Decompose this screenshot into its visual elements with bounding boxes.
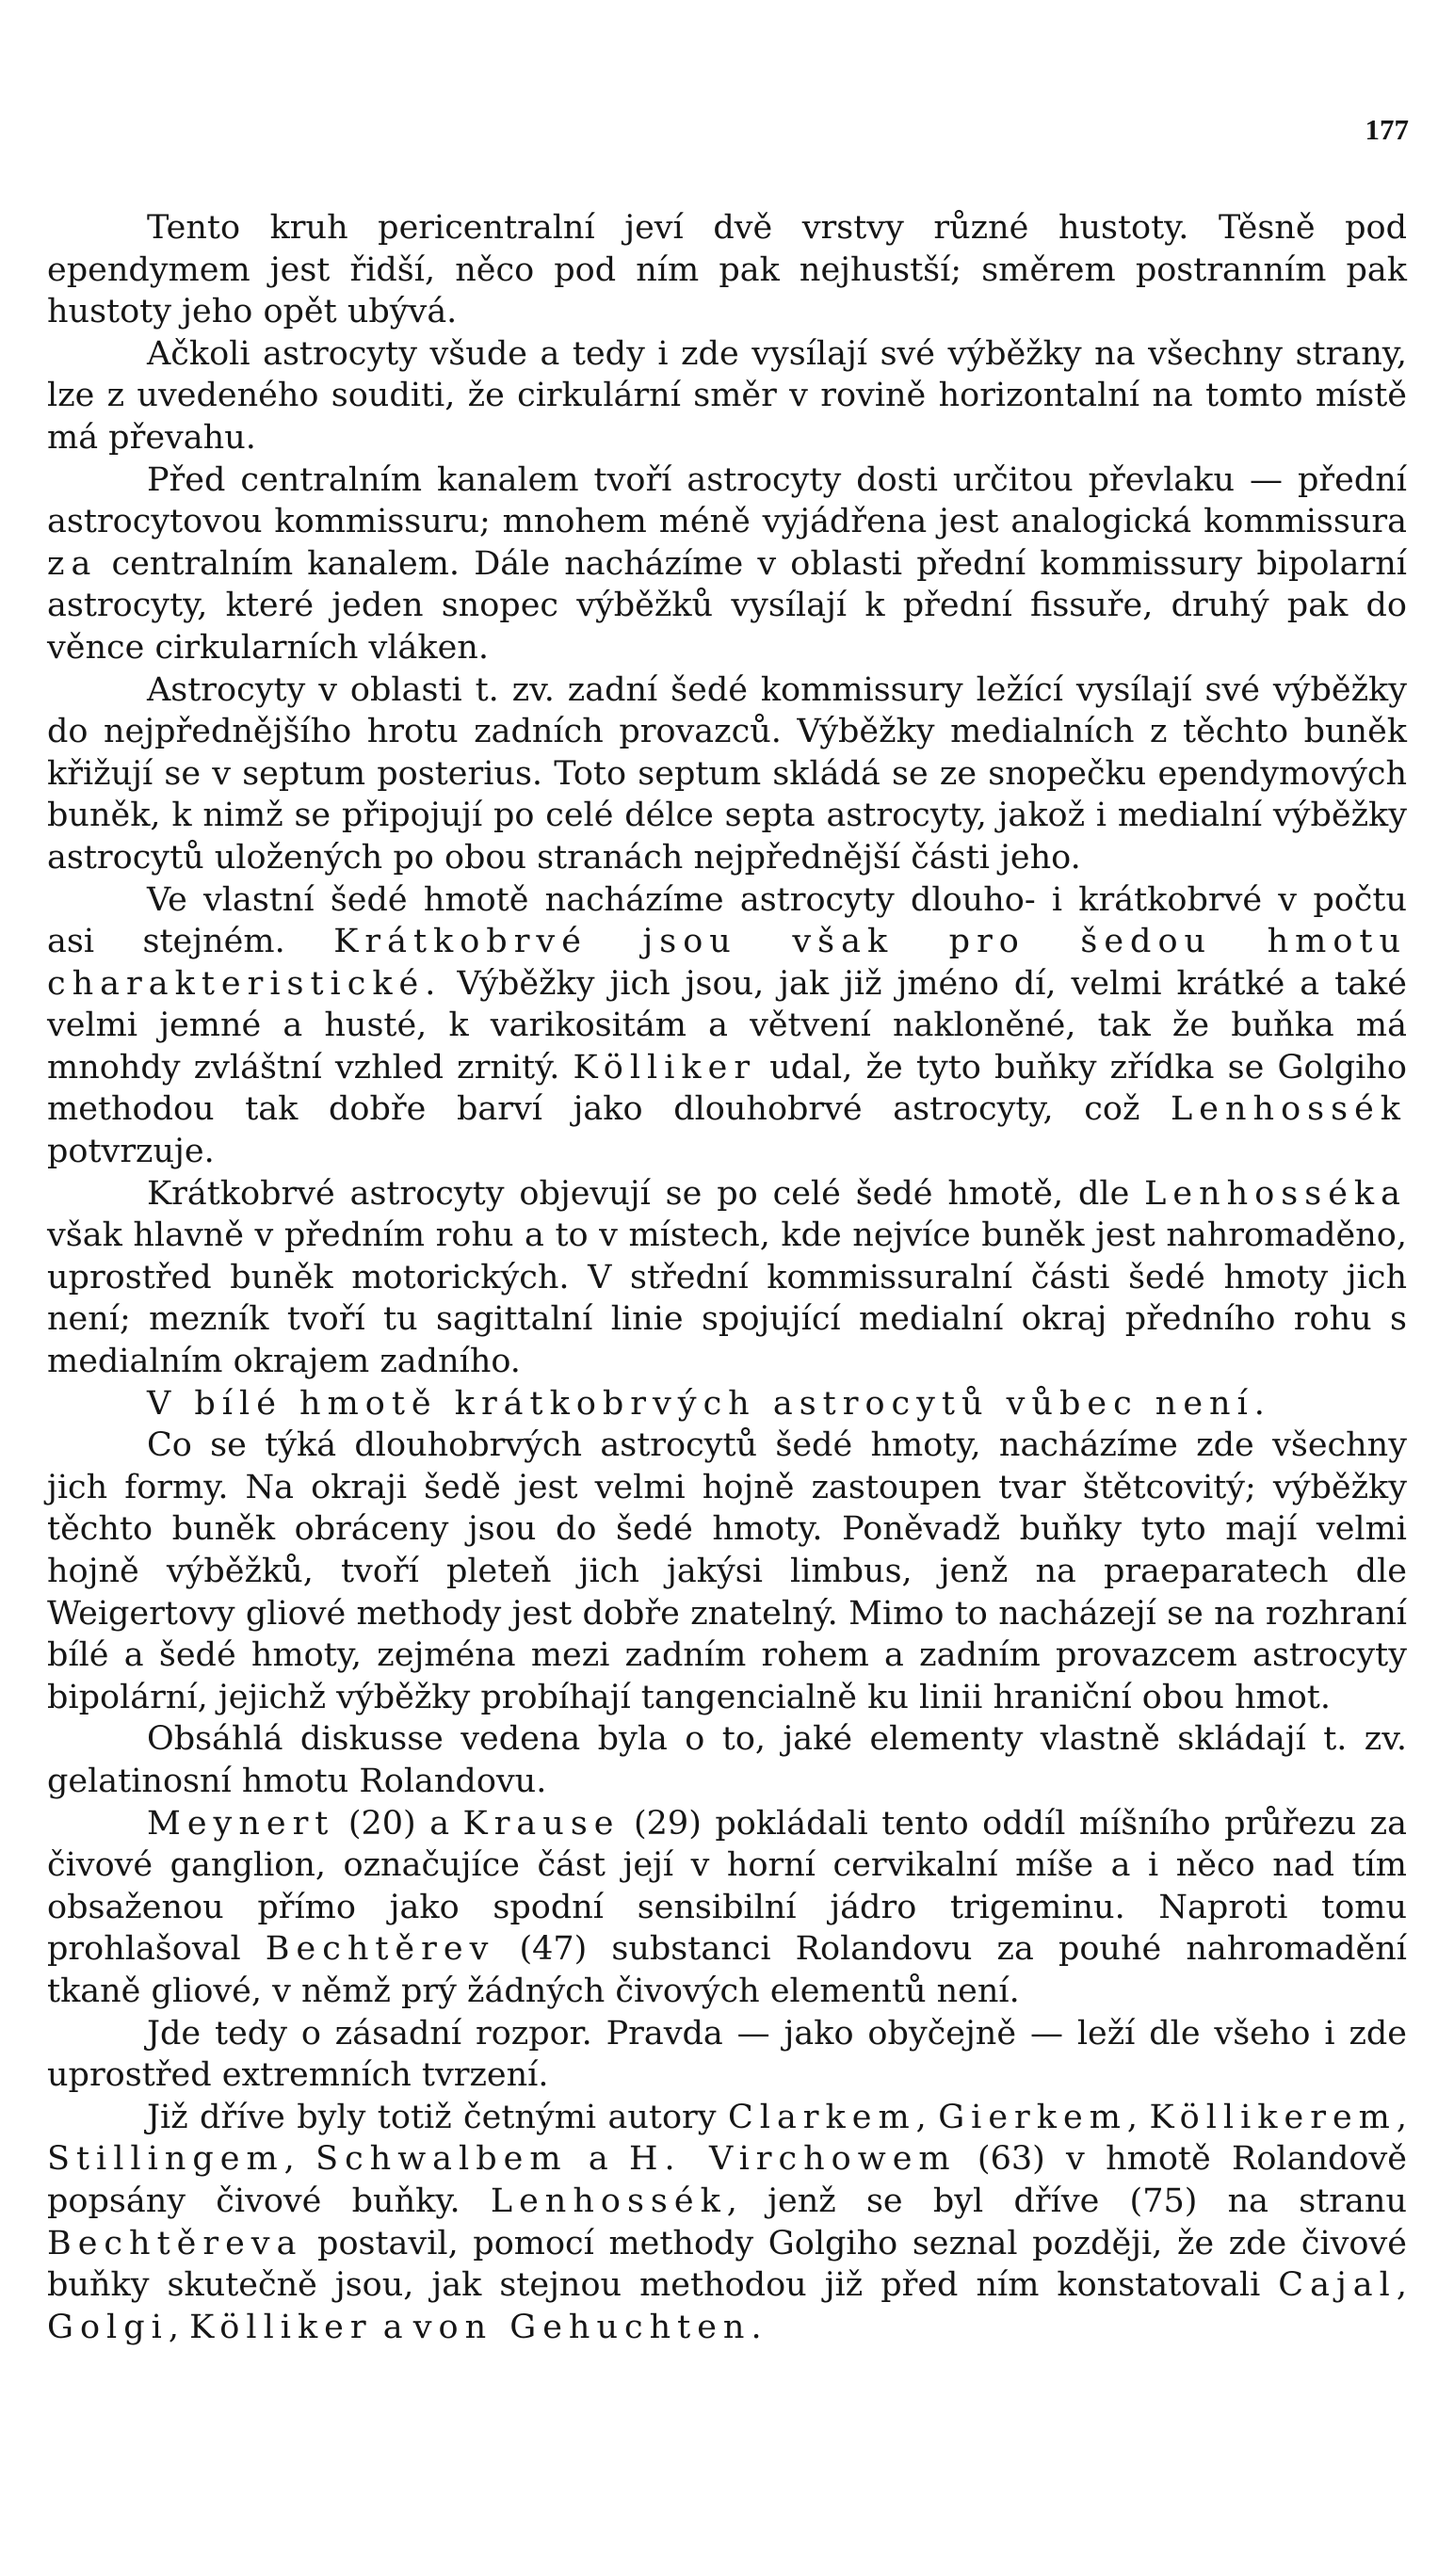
spaced-emphasis-text: Kölliker <box>573 1048 757 1087</box>
spaced-emphasis-text: Gierkem <box>938 2098 1127 2136</box>
text-run: Před centralním kanalem tvoří astrocyty dosti určitou převlaku — přední astrocytovou kommissuru; mnohem méně vyjádřena jest analogická kommissura <box>47 460 1407 541</box>
spaced-emphasis-text: Krause <box>462 1804 621 1843</box>
paragraph <box>47 207 1407 333</box>
text-run: (20) a <box>334 1804 463 1843</box>
spaced-emphasis-text: H. Virchowem <box>629 2140 957 2179</box>
text-run: Již dříve byly totiž četnými autory <box>147 2098 728 2136</box>
text-run: (47) substanci Rolandovu za pouhé nahromadění tkaně gliové, v němž prý žádných čivových elementů není. <box>47 1930 1407 2010</box>
text-run: (29) pokládali tento oddíl míšního průřezu za čivové ganglion, označujíce část její v horní cervikalní míše a i něco nad tím obsaženou přímo jako spodní sensibilní jádro trigeminu. Naproti tomu prohlašoval <box>47 1804 1407 1969</box>
text-run: (63) v hmotě Rolandově popsány čivové buňky. <box>47 2140 1407 2220</box>
text-run: a <box>567 2140 630 2179</box>
paragraph <box>47 879 1407 1173</box>
text-run: , <box>283 2140 316 2179</box>
text-run: Jde tedy o zásadní rozpor. Pravda — jako obyčejně — leží dle všeho i zde uprostřed extremních tvrzení. <box>47 2014 1407 2095</box>
text-run: Tento kruh pericentralní jeví dvě vrstvy různé hustoty. Těsně pod ependymem jest řidší, něco pod ním pak nejhustší; směrem postranním pak hustoty jeho opět ubývá. <box>47 209 1407 331</box>
text-run: a <box>372 2308 413 2346</box>
paragraph <box>47 669 1407 879</box>
spaced-emphasis-text: Lenhossék <box>1171 1090 1407 1129</box>
text-run: , jenž se byl dříve (75) na stranu <box>726 2182 1407 2220</box>
spaced-emphasis-text: za <box>47 544 98 583</box>
spaced-emphasis-text: Lenhosséka <box>1144 1174 1407 1213</box>
spaced-emphasis-text: Bechtěreva <box>47 2224 303 2262</box>
text-run: Co se týká dlouhobrvých astrocytů šedé hmoty, nacházíme zde všechny jich formy. Na okraji šedě jest velmi hojně zastoupen tvar štětcovitý; výběžky těchto buněk obráceny jsou do šedé hmoty. Poněvadž buňky tyto mají velmi hojně výběžků, tvoří pleteň jich jakýsi limbus, jenž na praeparatech dle Weigertovy gliové methody jest dobře znatelný. Mimo to nacházejí se na rozhraní bílé a šedé hmoty, zejména mezi zadním rohem a zadním provazcem astrocyty bipolární, jejichž výběžky probíhají tangencialně ku linii hraniční obou hmot. <box>47 1426 1407 1716</box>
paragraph <box>47 1173 1407 1383</box>
paragraph <box>47 1383 1407 1425</box>
page-number: 177 <box>1365 113 1409 146</box>
spaced-emphasis-text: Schwalbem <box>315 2140 568 2179</box>
spaced-emphasis-text: Stillingem <box>47 2140 284 2179</box>
text-run: udal, že tyto buňky zřídka se Golgiho methodou tak dobře barví jako dlouhobrvé astrocyty, což <box>47 1048 1407 1129</box>
text-run: , <box>1396 2266 1407 2305</box>
text-run: Výběžky jich jsou, jak již jméno dí, velmi krátké a také velmi jemné a husté, k varikositám a větvení nakloněné, tak že buňka má mnohdy zvláštní vzhled zrnitý. <box>47 964 1407 1087</box>
text-run: však hlavně v předním rohu a to v místech, kde nejvíce buněk jest nahromaděno, uprostřed buněk motorických. V střední kommissuralní části šedé hmoty jich není; mezník tvoří tu sagittalní linie spojující medialní okraj předního rohu s medialním okrajem zadního. <box>47 1216 1407 1381</box>
body-text <box>47 207 1407 2348</box>
text-run: Obsáhlá diskusse vedena byla o to, jaké elementy vlastně skládají t. zv. gelatinosní hmotu Rolandovu. <box>47 1720 1407 1800</box>
text-run: , <box>1126 2098 1150 2136</box>
paragraph <box>47 2097 1407 2349</box>
paragraph <box>47 333 1407 459</box>
spaced-emphasis-text: Krátkobrvé jsou však pro šedou hmotu charakteristické. <box>47 923 1407 1003</box>
paragraph <box>47 1425 1407 1718</box>
paragraph <box>47 1803 1407 2013</box>
paragraph <box>47 1718 1407 1802</box>
text-run: postavil, pomocí methody Golgiho seznal později, že zde čivové buňky skutečně jsou, jak stejnou methodou již před ním konstatovali <box>47 2224 1407 2305</box>
spaced-emphasis-text: Bechtěrev <box>265 1930 495 1969</box>
text-run: , <box>168 2308 190 2346</box>
text-run: Krátkobrvé astrocyty objevují se po celé šedé hmotě, dle <box>147 1174 1145 1213</box>
text-run: , <box>915 2098 939 2136</box>
spaced-emphasis-text: Köllikerem <box>1149 2098 1397 2136</box>
spaced-emphasis-text: Clarkem <box>727 2098 916 2136</box>
text-run: , <box>1396 2098 1407 2136</box>
text-run: centralním kanalem. Dále nacházíme v oblasti přední kommissury bipolarní astrocyty, které jeden snopec výběžků vysílají k přední fissuře, druhý pak do věnce cirkularních vláken. <box>47 544 1407 667</box>
spaced-emphasis-text: Kölliker <box>189 2308 373 2346</box>
spaced-emphasis-text: Cajal <box>1278 2266 1397 2305</box>
paragraph <box>47 2013 1407 2097</box>
spaced-emphasis-text: Lenhossék <box>490 2182 727 2220</box>
spaced-emphasis-text: von Gehuchten <box>412 2308 751 2346</box>
text-run: . <box>751 2308 762 2346</box>
spaced-emphasis-text: Golgi <box>47 2308 169 2346</box>
text-run: potvrzuje. <box>47 1133 215 1171</box>
text-run: Ačkoli astrocyty všude a tedy i zde vysílají své výběžky na všechny strany, lze z uvedeného souditi, že cirkulární směr v rovině horizontalní na tomto místě má převahu. <box>47 334 1407 457</box>
paragraph <box>47 459 1407 669</box>
text-run: Astrocyty v oblasti t. zv. zadní šedé kommissury ležící vysílají své výběžky do nejpřednějšího hrotu zadních provazců. Výběžky medialních z těchto buněk křižují se v septum posterius. Toto septum skládá se ze snopečku ependymových buněk, k nimž se připojují po celé délce septa astrocyty, jakož i medialní výběžky astrocytů uložených po obou stranách nejpřednější části jeho. <box>47 670 1407 877</box>
spaced-emphasis-text: Meynert <box>147 1804 335 1843</box>
text-run: Ve vlastní šedé hmotě nacházíme astrocyty dlouho- i krátkobrvé v počtu asi stejném. <box>47 880 1407 961</box>
spaced-emphasis-text: V bílé hmotě krátkobrvých astrocytů vůbec není. <box>147 1384 1271 1423</box>
